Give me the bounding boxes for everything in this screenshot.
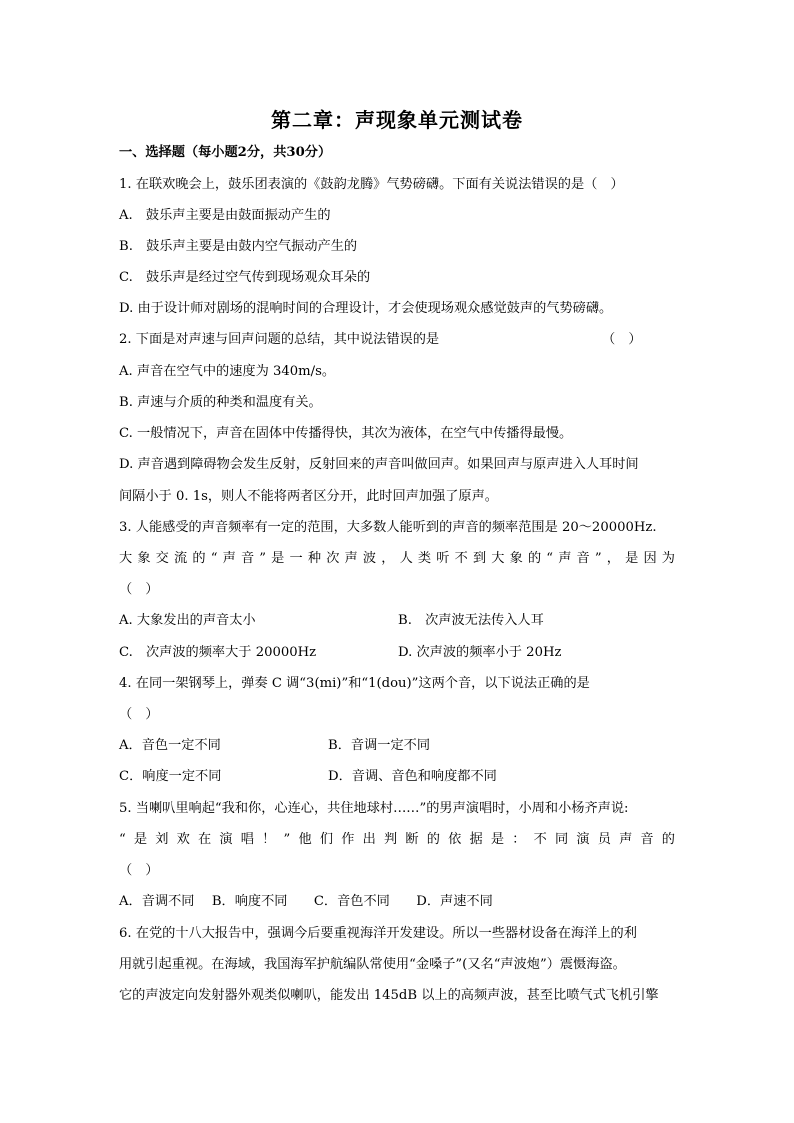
q3-option-d: D. 次声波的频率小于 20Hz <box>398 645 562 660</box>
q4-option-d: D．音调、音色和响度都不同 <box>328 769 497 784</box>
q6-line2: 用就引起重视。在海域，我国海军护航编队常使用“金嗓子”(又名“声波炮”）震慑海盗。 <box>119 957 626 972</box>
q2-option-b: B. 声速与介质的种类和温度有关。 <box>119 395 322 410</box>
q1-option-d: D. 由于设计师对剧场的混响时间的合理设计，才会使现场观众感觉鼓声的气势磅礴。 <box>119 301 613 316</box>
section-heading: 一、选择题（每小题2分，共30分） <box>119 145 332 160</box>
q3-option-c: C. 次声波的频率大于 20000Hz <box>119 645 317 660</box>
q5-stem-line2: “是刘欢在演唱！”他们作出判断的依据是：不同演员声音的 <box>119 832 675 847</box>
q3-option-a: A. 大象发出的声音太小 <box>119 613 256 628</box>
page-title: 第二章：声现象单元测试卷 <box>271 108 523 132</box>
q2-option-c: C. 一般情况下，声音在固体中传播得快，其次为液体，在空气中传播得最慢。 <box>119 426 573 441</box>
q6-line1: 6. 在党的十八大报告中，强调今后要重视海洋开发建设。所以一些器材设备在海洋上的利 <box>119 926 637 941</box>
q4-option-c: C．响度一定不同 <box>119 769 222 784</box>
q5-answer-paren: （ ） <box>119 863 159 878</box>
q4-stem: 4. 在同一架钢琴上，弹奏 C 调“3(mi)”和“1(dou)”这两个音，以下说法正确的是 <box>119 676 590 691</box>
q2-answer-paren: （ ） <box>602 332 642 347</box>
q4-option-a: A．音色一定不同 <box>119 738 221 753</box>
q5-options: A．音调不同 B．响度不同 C．音色不同 D．声速不同 <box>119 894 493 909</box>
q3-stem-line1: 3. 人能感受的声音频率有一定的范围，大多数人能听到的声音的频率范围是 20～20000Hz. <box>119 520 657 535</box>
q1-option-a: A. 鼓乐声主要是由鼓面振动产生的 <box>119 208 331 223</box>
q2-stem: 2. 下面是对声速与回声问题的总结，其中说法错误的是 <box>119 332 440 347</box>
q3-answer-paren: （ ） <box>119 582 159 597</box>
q1-option-b: B. 鼓乐声主要是由鼓内空气振动产生的 <box>119 239 358 254</box>
q5-stem-line1: 5. 当喇叭里响起“我和你，心连心，共住地球村……”的男声演唱时，小周和小杨齐声说: <box>119 801 629 816</box>
q2-option-d-line1: D. 声音遇到障碍物会发生反射，反射回来的声音叫做回声。如果回声与原声进入人耳时间 <box>119 457 639 472</box>
q6-line3: 它的声波定向发射器外观类似喇叭，能发出 145dB 以上的高频声波，甚至比喷气式飞机引擎 <box>119 988 659 1003</box>
q2-option-d-line2: 间隔小于 0. 1s，则人不能将两者区分开，此时回声加强了原声。 <box>119 489 498 504</box>
q2-option-a: A. 声音在空气中的速度为 340m/s。 <box>119 364 336 379</box>
q3-stem-line2: 大象交流的“声音”是一种次声波，人类听不到大象的“声音”，是因为 <box>119 551 675 566</box>
q3-option-b: B. 次声波无法传入人耳 <box>398 613 544 628</box>
q4-answer-paren: （ ） <box>119 707 159 722</box>
q1-stem: 1. 在联欢晚会上，鼓乐团表演的《鼓韵龙腾》气势磅礴。下面有关说法错误的是（ ） <box>119 177 624 192</box>
q4-option-b: B．音调一定不同 <box>328 738 431 753</box>
q1-option-c: C. 鼓乐声是经过空气传到现场观众耳朵的 <box>119 270 371 285</box>
